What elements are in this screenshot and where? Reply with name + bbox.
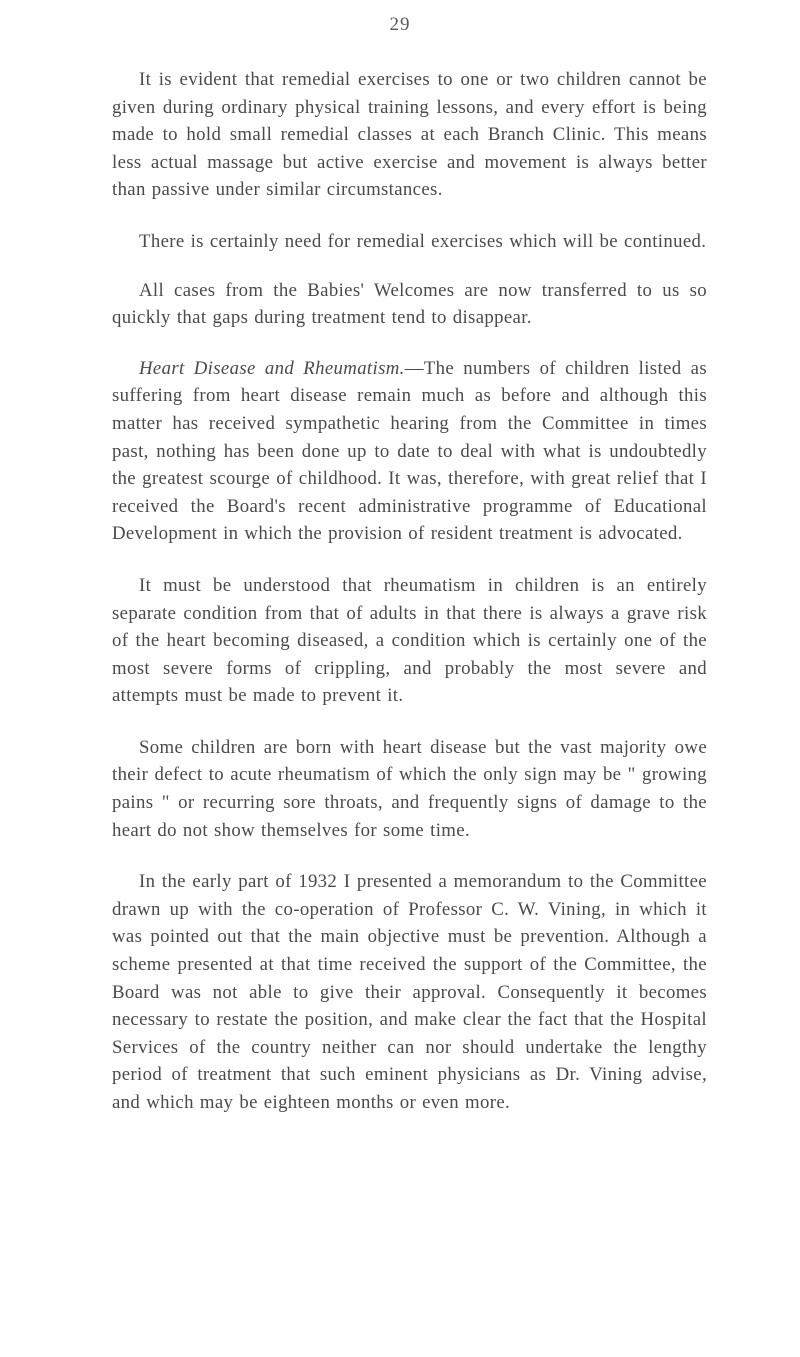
paragraph-babies-welcomes: All cases from the Babies' Welcomes are now transferred to us so quickly that gaps during treatment tend to disappear. — [112, 279, 707, 329]
page-number: 29 — [389, 14, 411, 35]
paragraph-remedial-exercises: It is evident that remedial exercises to one or two children cannot be given during ordinary physical training lessons, and every effort is being made to hold small remedial classes at each Branch Clinic. This means less actual massage but active exercise and movement is always better than passive under similar circumstances. — [112, 69, 707, 201]
paragraph-memorandum-1932: In the early part of 1932 I presented a memorandum to the Committee drawn up with the co-operation of Professor C. W. Vining, in which it was pointed out that the main objective must be prevention. Although a scheme presented at that time received the support of the Committee, the Board was not able to give their approval. Consequently it becomes necessary to restate the position, and make clear the fact that the Hospital Services of the country neither can nor should undertake the lengthy period of treatment that such eminent physicians as Dr. Vining advise, and which may be eighteen months or even more. — [112, 871, 707, 1113]
paragraph-need-remedial: There is certainly need for remedial exercises which will be continued. — [139, 230, 707, 252]
paragraph-heart-disease-text: —The numbers of children listed as suffering from heart disease remain much as before and although this matter has received sympathetic hearing from the Committee in times past, nothing has been done up to date to deal with what is undoubtedly the greatest scourge of childhood. It was, therefore, with great relief that I received the Board's recent administrative programme of Educational Development in which the provision of resident treatment is advocated. — [112, 357, 707, 545]
section-heading-heart-disease: Heart Disease and Rheumatism. — [139, 357, 405, 379]
paragraph-heart-disease — [112, 355, 707, 548]
paragraph-rheumatism-children: It must be understood that rheumatism in children is an entirely separate condition from that of adults in that there is always a grave risk of the heart becoming diseased, a condition which is certainly one of the most severe forms of crippling, and probably the most severe and attempts must be made to prevent it. — [112, 574, 707, 707]
body-text — [112, 66, 707, 1141]
paragraph-born-heart-disease: Some children are born with heart disease but the vast majority owe their defect to acute rheumatism of which the only sign may be " growing pains " or recurring sore throats, and frequently signs of damage to the heart do not show themselves for some time. — [112, 736, 707, 841]
